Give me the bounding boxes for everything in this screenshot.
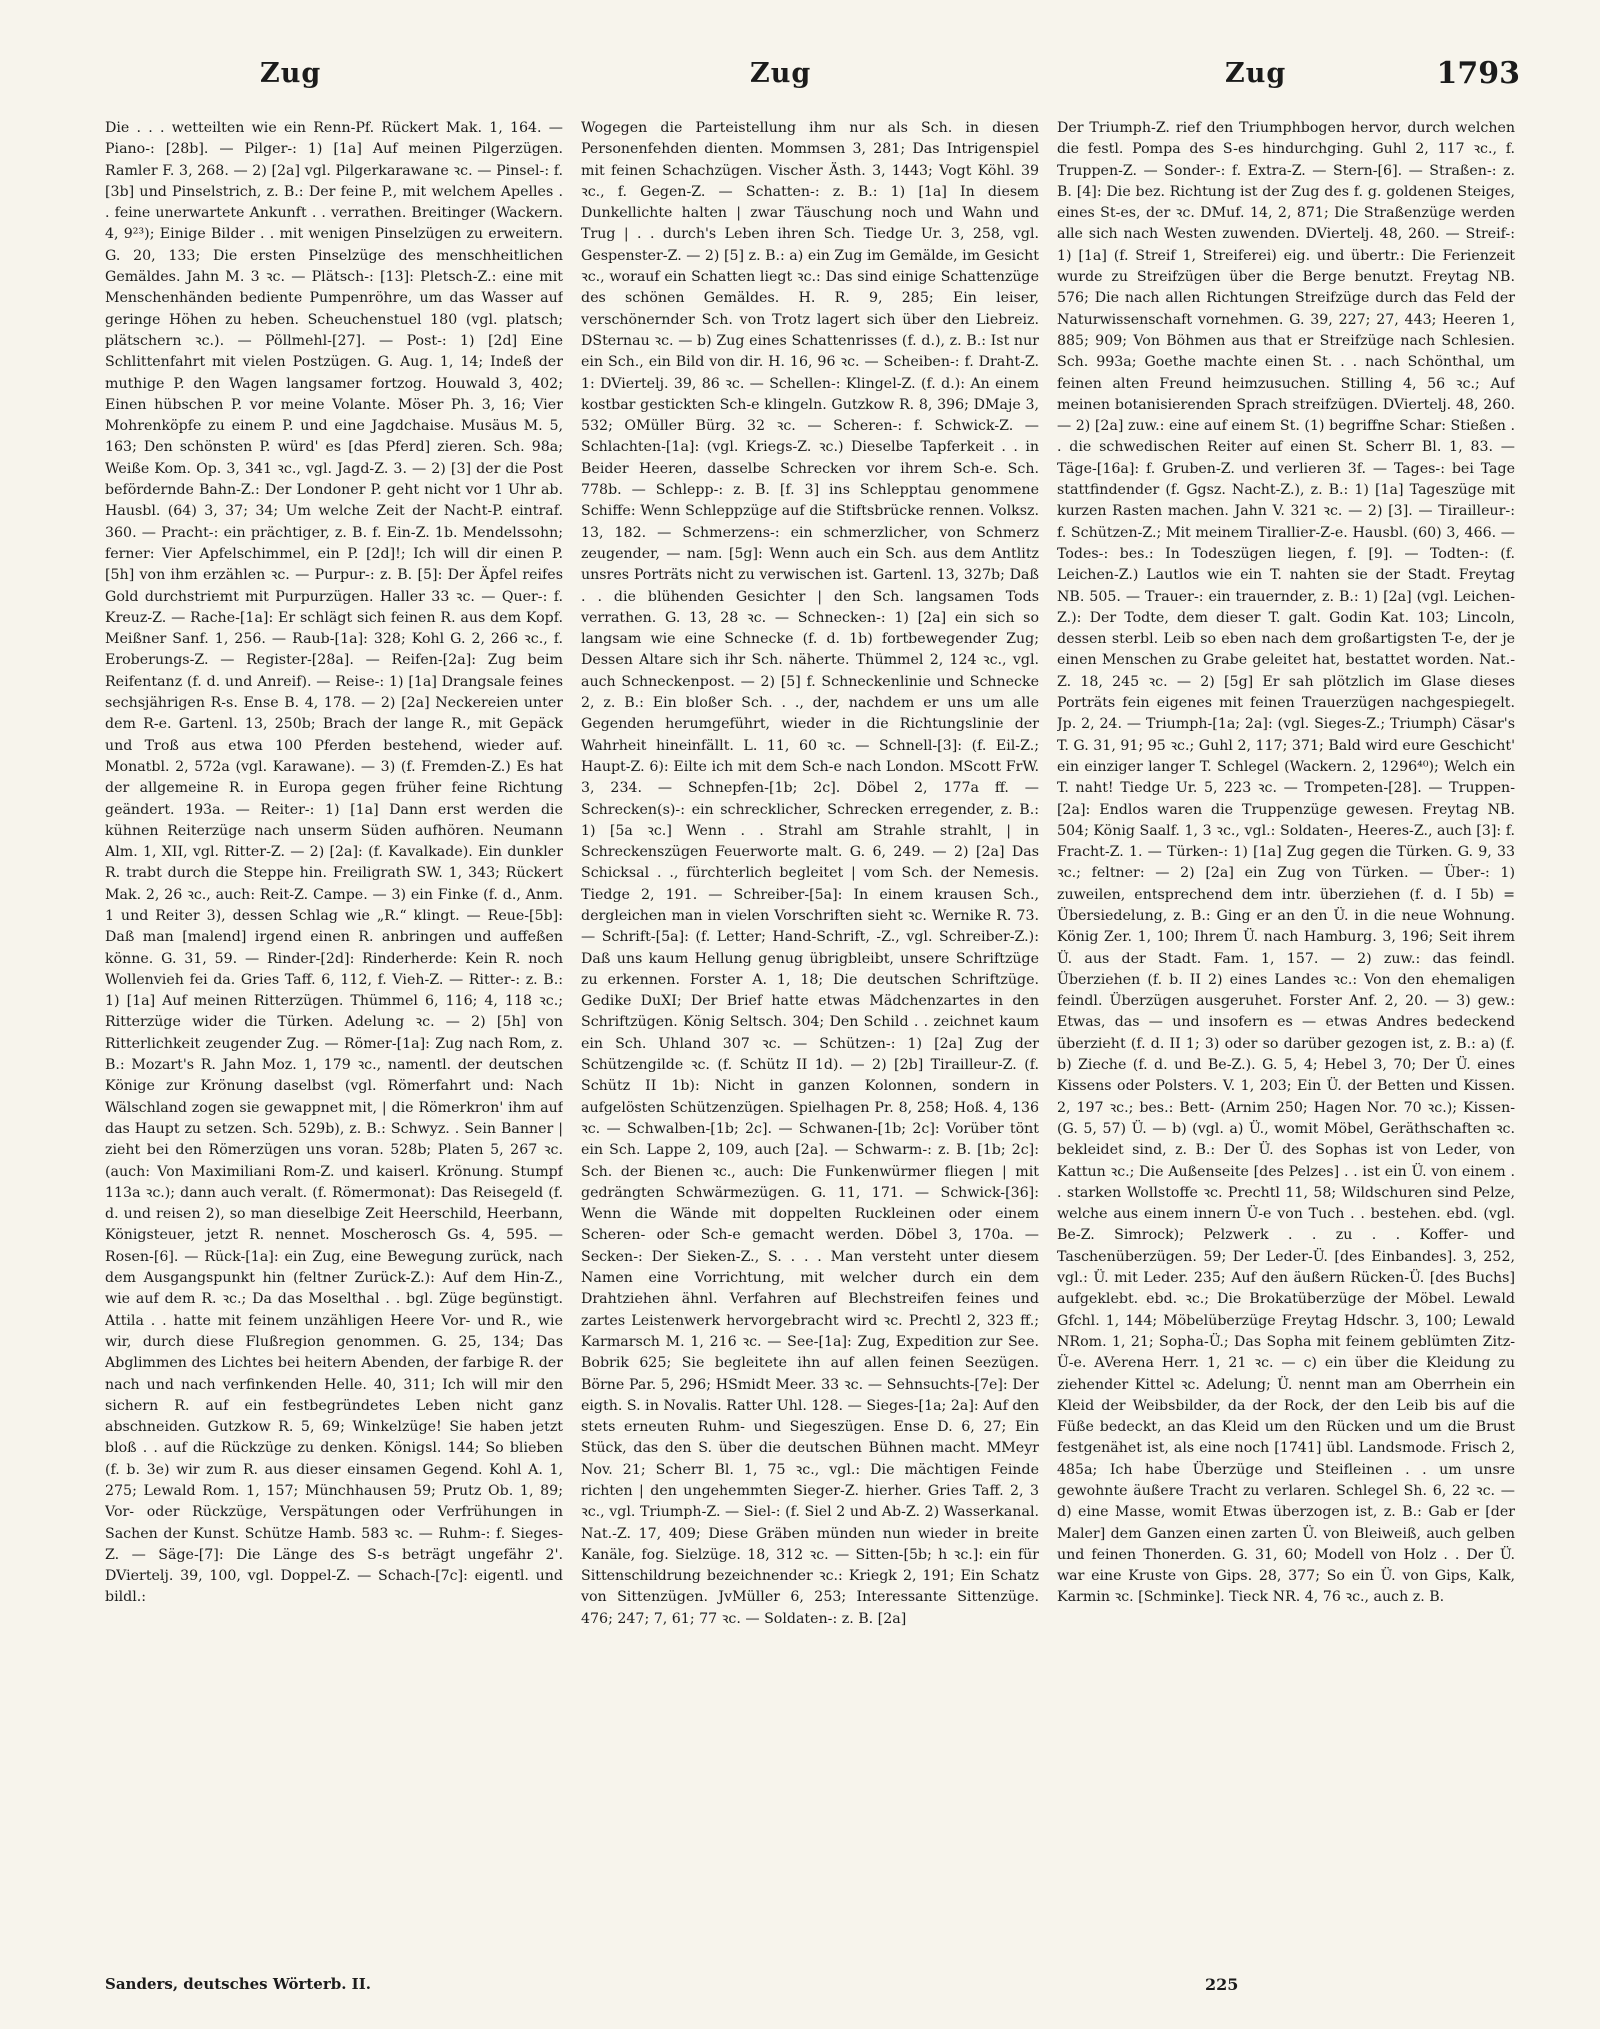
column-right-text: Der Triumph-Z. rief den Triumphbogen hervor, durch welchen die festl. Pompa des S-es hindurchging. Guhl 2, 117 ꝛc., f. Truppen-Z. — Sonder-: f. Extra-Z. — Stern-[6]. — Straßen-: z. B. [4]: Die bez. Richtung ist der Zug des f. g. goldenen Steiges, eines St-es, der ꝛc. DMuf. 14, 2, 871; Die Straßenzüge werden alle sich nach Westen zuwenden. DViertelj. 48, 260. — Streif-: 1) [1a] (f. Streif 1, Streiferei) eig. und übertr.: Die Ferienzeit wurde zu Streifzügen über die Berge benutzt. Freytag NB. 576; Die nach allen Richtungen Streifzüge durch das Feld der Naturwissenschaft vornehmen. G. 39, 227; 27, 443; Heeren 1, 885; 909; Von Böhmen aus that er Streifzüge nach Schlesien. Sch. 993a; Goethe machte einen St. . . nach Schönthal, um feinen alten Freund heimzusuchen. Stilling 4, 56 ꝛc.; Auf meinen botanisierenden Sprach streifzügen. DViertelj. 48, 260. — 2) [2a] zuw.: eine auf einem St. (1) begriffne Schar: Stießen . . die schwedischen Reiter auf einen St. Scherr Bl. 1, 83. — Täge-[16a]: f. Gruben-Z. und verlieren 3f. — Tages-: bei Tage stattfindender (f. Ggsz. Nacht-Z.), z. B.: 1) [1a] Tageszüge mit kurzen Rasten machen. Jahn V. 321 ꝛc. — 2) [3]. — Tirailleur-: f. Schützen-Z.; Mit meinem Tirallier-Z-e. Hausbl. (60) 3, 466. — Todes-: bes.: In Todeszügen liegen, f. [9]. — Todten-: (f. Leichen-Z.) Lautlos wie ein T. nahten sie der Stadt. Freytag NB. 505. — Trauer-: ein trauernder, z. B.: 1) [2a] (vgl. Leichen-Z.): Der Todte, dem dieser T. galt. Godin Kat. 103; Lincoln, dessen sterbl. Leib so eben nach dem großartigsten T-e, der je einen Menschen zu Grabe geleitet hat, bestattet worden. Nat.-Z. 18, 245 ꝛc. — 2) [5g] Er sah plötzlich im Glase dieses Porträts fein eigenes mit feinen Trauerzügen nachgespiegelt. Jp. 2, 24. — Triumph-[1a; 2a]: (vgl. Sieges-Z.; Triumph) Cäsar's T. G. 31, 91; 95 ꝛc.; Guhl 2, 117; 371; Bald wird eure Geschicht' ein einziger langer T. Schlegel (Wackern. 2, 1296⁴⁰); Welch ein T. naht! Tiedge Ur. 5, 223 ꝛc. — Trompeten-[28]. — Truppen-[2a]: Endlos waren die Truppenzüge gewesen. Freytag NB. 504; König Saalf. 1, 3 ꝛc., vgl.: Soldaten-, Heeres-Z., auch [3]: f. Fracht-Z. 1. — Türken-: 1) [1a] Zug gegen die Türken. G. 9, 33 ꝛc.; feltner: — 2) [2a] ein Zug von Türken. — Über-: 1) zuweilen, entsprechend dem intr. überziehen (f. d. I 5b) = Übersiedelung, z. B.: Ging er an den Ü. in die neue Wohnung. König Zer. 1, 100; Ihrem Ü. nach Hamburg. 3, 196; Seit ihrem Ü. aus der Stadt. Fam. 1, 157. — 2) zuw.: das feindl. Überziehen (f. b. II 2) eines Landes ꝛc.: Von den ehemaligen feindl. Überzügen ausgeruhet. Forster Anf. 2, 20. — 3) gew.: Etwas, das — und insofern es — etwas Andres bedeckend überzieht (f. d. II 1; 3) oder so darüber gezogen ist, z. B.: a) (f. b) Zieche (f. d. und Be-Z.). G. 5, 4; Hebel 3, 70; Der Ü. eines Kissens oder Polsters. V. 1, 203; Ein Ü. der Betten und Kissen. 2, 197 ꝛc.; bes.: Bett- (Arnim 250; Hagen Nor. 70 ꝛc.); Kissen- (G. 5, 57) Ü. — b) (vgl. a) Ü., womit Möbel, Geräthschaften ꝛc. bekleidet sind, z. B.: Der Ü. des Sophas ist von Leder, von Kattun ꝛc.; Die Außenseite [des Pelzes] . . ist ein Ü. von einem . . starken Wollstoffe ꝛc. Prechtl 11, 58; Wildschuren sind Pelze, welche aus einem innern Ü-e von Tuch . . bestehen. ebd. (vgl. Be-Z. Simrock); Pelzwerk . . zu . . Koffer- und Taschenüberzügen. 59; Der Leder-Ü. [des Einbandes]. 3, 252, vgl.: Ü. mit Leder. 235; Auf den äußern Rücken-Ü. [des Buchs] aufgeklebt. ebd. ꝛc.; Die Brokatüberzüge der Möbel. Lewald Gfchl. 1, 144; Möbelüberzüge Freytag Hdschr. 3, 100; Lewald NRom. 1, 21; Sopha-Ü.; Das Sopha mit feinem geblümten Zitz-Ü-e. AVerena Herr. 1, 21 ꝛc. — c) ein über die Kleidung zu ziehender Kittel ꝛc. Adelung; Ü. nennt man am Oberrhein ein Kleid der Weibsbilder, da der Rock, der den Leib bis auf die Füße bedeckt, an das Kleid um den Rücken und um die Brust festgenähet ist, als eine noch [1741] übl. Landsmode. Frisch 2, 485a; Ich habe Überzüge und Steifleinen . . um unsre gewohnte äußere Tracht zu verlaren. Schlegel Sh. 6, 22 ꝛc. — d) eine Masse, womit Etwas überzogen ist, z. B.: Gab er [der Maler] dem Ganzen einen zarten Ü. von Bleiweiß, auch gelben und feinen Thonerden. G. 31, 60; Modell von Holz . . Der Ü. war eine Kruste von Gips. 28, 377; So ein Ü. von Gips, Kalk, Karmin ꝛc. [Schminke]. Tieck NR. 4, 76 ꝛc., auch z. B.	[1057, 120, 1515, 1606]
sheet-signature: 225	[1205, 1975, 1239, 1994]
column-left-text: Die . . . wetteilten wie ein Renn-Pf. Rückert Mak. 1, 164. — Piano-: [28b]. — Pilger-: 1) [1a] Auf meinen Pilgerzügen. Ramler F. 3, 268. — 2) [2a] vgl. Pilgerkarawane ꝛc. — Pinsel-: f. [3b] und Pinselstrich, z. B.: Der feine P., mit welchem Apelles . . feine unerwartete Ankunft . . verrathen. Breitinger (Wackern. 4, 9²³); Einige Bilder . . mit wenigen Pinselzügen zu erweitern. G. 20, 133; Die ersten Pinselzüge des menschheitlichen Gemäldes. Jahn M. 3 ꝛc. — Plätsch-: [13]: Pletsch-Z.: eine mit Menschenhänden bediente Pumpenröhre, um das Wasser auf geringe Höhen zu heben. Scheuchenstuel 180 (vgl. platsch; plätschern ꝛc.). — Pöllmehl-[27]. — Post-: 1) [2d] Eine Schlittenfahrt mit vielen Postzügen. G. Aug. 1, 14; Indeß der muthige P. den Wagen langsamer fortzog. Houwald 3, 402; Einen hübschen P. vor meine Volante. Möser Ph. 3, 16; Vier Mohrenköpfe zu einem P. und eine Jagdchaise. Musäus M. 5, 163; Den schönsten P. würd' es [das Pferd] zieren. Sch. 98a; Weiße Kom. Op. 3, 341 ꝛc., vgl. Jagd-Z. 3. — 2) [3] der die Post befördernde Bahn-Z.: Der Londoner P. geht nicht vor 1 Uhr ab. Hausbl. (64) 3, 37; 34; Um welche Zeit der Nacht-P. eintraf. 360. — Pracht-: ein prächtiger, z. B. f. Ein-Z. 1b. Mendelssohn; ferner: Vier Apfelschimmel, ein P. [2d]!; Ich will dir einen P. [5h] von ihm erzählen ꝛc. — Purpur-: z. B. [5]: Der Äpfel reifes Gold durchstriemt mit Purpurzügen. Haller 33 ꝛc. — Quer-: f. Kreuz-Z. — Rache-[1a]: Er schlägt sich feinen R. aus dem Kopf. Meißner Sanf. 1, 256. — Raub-[1a]: 328; Kohl G. 2, 266 ꝛc., f. Eroberungs-Z. — Register-[28a]. — Reifen-[2a]: Zug beim Reifentanz (f. d. und Anreif). — Reise-: 1) [1a] Drangsale feines sechsjährigen R-s. Ense B. 4, 178. — 2) [2a] Neckereien unter dem R-e. Gartenl. 13, 250b; Brach der lange R., mit Gepäck und Troß aus etwa 100 Pferden bestehend, wieder auf. Monatbl. 2, 572a (vgl. Karawane). — 3) (f. Fremden-Z.) Es hat der allgemeine R. in Europa gegen früher feine Richtung geändert. 193a. — Reiter-: 1) [1a] Dann erst werden die kühnen Reiterzüge nach unserm Süden aufhören. Neumann Alm. 1, XII, vgl. Ritter-Z. — 2) [2a]: (f. Kavalkade). Ein dunkler R. trabt durch die Steppe hin. Freiligrath SW. 1, 343; Rückert Mak. 2, 26 ꝛc., auch: Reit-Z. Campe. — 3) ein Finke (f. d., Anm. 1 und Reiter 3), dessen Schlag wie „R.“ klingt. — Reue-[5b]: Daß man [malend] irgend einen R. anbringen und auffeßen könne. G. 31, 59. — Rinder-[2d]: Rinderherde: Kein R. noch Wollenvieh fei da. Gries Taff. 6, 112, f. Vieh-Z. — Ritter-: z. B.: 1) [1a] Auf meinen Ritterzügen. Thümmel 6, 116; 4, 118 ꝛc.; Ritterzüge wider die Türken. Adelung ꝛc. — 2) [5h] von Ritterlichkeit zeugender Zug. — Römer-[1a]: Zug nach Rom, z. B.: Mozart's R. Jahn Moz. 1, 179 ꝛc., namentl. der deutschen Könige zur Krönung daselbst (vgl. Römerfahrt und: Nach Wälschland zogen sie gewappnet mit, | die Römerkron' ihm auf das Haupt zu setzen. Sch. 529b), z. B.: Schwyz. . Sein Banner | zieht bei den Römerzügen uns voran. 528b; Platen 5, 267 ꝛc. (auch: Von Maximiliani Rom-Z. und kaiserl. Krönung. Stumpf 113a ꝛc.); dann auch veralt. (f. Römermonat): Das Reisegeld (f. d. und reisen 2), so man dieselbige Zeit Heerschild, Heerbann, Königsteuer, jetzt R. nennet. Moscherosch Gs. 4, 595. — Rosen-[6]. — Rück-[1a]: ein Zug, eine Bewegung zurück, nach dem Ausgangspunkt hin (feltner Zurück-Z.): Auf dem Hin-Z., wie auf dem R. ꝛc.; Da das Moselthal . . bgl. Züge begünstigt. Attila . . hatte mit feinem unzähligen Heere Vor- und R., wie wir, durch diese Flußregion genommen. G. 25, 134; Das Abglimmen des Lichtes bei heitern Abenden, der farbige R. der nach und nach verfinkenden Helle. 40, 311; Ich will mir den sichern R. auf ein festbegründetes Leben nicht ganz abschneiden. Gutzkow R. 5, 69; Winkelzüge! Sie haben jetzt bloß . . auf die Rückzüge zu denken. Königsl. 144; So blieben (f. b. 3e) wir zum R. aus dieser einsamen Gegend. Kohl A. 1, 275; Lewald Rom. 1, 157; Münchhausen 59; Prutz Ob. 1, 89; Vor- oder Rückzüge, Verspätungen oder Verfrühungen in Sachen der Kunst. Schütze Hamb. 583 ꝛc. — Ruhm-: f. Sieges-Z. — Säge-[7]: Die Länge des S-s beträgt ungefähr 2'. DViertelj. 39, 100, vgl. Doppel-Z. — Schach-[7c]: eigentl. und bildl.:	[105, 120, 563, 1606]
footer-source: Sanders, deutsches Wörterb. II.	[105, 1975, 371, 1993]
running-head-left: Zug	[260, 58, 322, 89]
page-footer	[105, 1975, 1520, 2005]
text-columns	[105, 118, 1515, 1958]
page-number: 1793	[1436, 56, 1520, 91]
column-left	[105, 118, 563, 1958]
page-header	[105, 48, 1520, 108]
column-middle	[581, 118, 1039, 1958]
column-right	[1057, 118, 1515, 1958]
column-middle-text: Wogegen die Parteistellung ihm nur als Sch. in diesen Personenfehden dienten. Mommsen 3, 281; Das Intrigenspiel mit feinen Schachzügen. Vischer Ästh. 3, 1443; Vogt Köhl. 39 ꝛc., f. Gegen-Z. — Schatten-: z. B.: 1) [1a] In diesem Dunkellichte halten | zwar Täuschung noch und Wahn und Trug | . . durch's Leben ihren Sch. Tiedge Ur. 3, 258, vgl. Gespenster-Z. — 2) [5] z. B.: a) ein Zug im Gemälde, im Gesicht ꝛc., worauf ein Schatten liegt ꝛc.: Das sind einige Schattenzüge des schönen Gemäldes. H. R. 9, 285; Ein leiser, verschönernder Sch. von Trotz lagert sich über den Liebreiz. DSternau ꝛc. — b) Zug eines Schattenrisses (f. d.), z. B.: Ist nur ein Sch., ein Bild von dir. H. 16, 96 ꝛc. — Scheiben-: f. Draht-Z. 1: DViertelj. 39, 86 ꝛc. — Schellen-: Klingel-Z. (f. d.): An einem kostbar gestickten Sch-e klingeln. Gutzkow R. 8, 396; DMaje 3, 532; OMüller Bürg. 32 ꝛc. — Scheren-: f. Schwick-Z. — Schlachten-[1a]: (vgl. Kriegs-Z. ꝛc.) Dieselbe Tapferkeit . . in Beider Heeren, dasselbe Schrecken vor ihrem Sch-e. Sch. 778b. — Schlepp-: z. B. [f. 3] ins Schlepptau genommene Schiffe: Wenn Schleppzüge auf die Stiftsbrücke rennen. Volksz. 13, 182. — Schmerzens-: ein schmerzlicher, von Schmerz zeugender, — nam. [5g]: Wenn auch ein Sch. aus dem Antlitz unsres Porträts nicht zu verwischen ist. Gartenl. 13, 327b; Daß . . die blühenden Gesichter | den Sch. langsamen Tods verrathen. G. 13, 28 ꝛc. — Schnecken-: 1) [2a] ein sich so langsam wie eine Schnecke (f. d. 1b) fortbewegender Zug; Dessen Altare sich ihr Sch. näherte. Thümmel 2, 124 ꝛc., vgl. auch Schneckenpost. — 2) [5] f. Schneckenlinie und Schnecke 2, z. B.: Ein bloßer Sch. . ., der, nachdem er uns um alle Gegenden herumgeführt, wieder in die Richtungslinie der Wahrheit hineinfällt. L. 11, 60 ꝛc. — Schnell-[3]: (f. Eil-Z.; Haupt-Z. 6): Eilte ich mit dem Sch-e nach London. MScott FrW. 3, 234. — Schnepfen-[1b; 2c]. Döbel 2, 177a ff. — Schrecken(s)-: ein schrecklicher, Schrecken erregender, z. B.: 1) [5a ꝛc.] Wenn . . Strahl am Strahle strahlt, | in Schreckenszügen Feuerworte malt. G. 6, 249. — 2) [2a] Das Schicksal . ., fürchterlich begleitet | vom Sch. der Nemesis. Tiedge 2, 191. — Schreiber-[5a]: In einem krausen Sch., dergleichen man in vielen Vorschriften sieht ꝛc. Wernike R. 73. — Schrift-[5a]: (f. Letter; Hand-Schrift, -Z., vgl. Schreiber-Z.): Daß uns kaum Hellung genug übrigbleibt, unsere Schriftzüge zu erkennen. Forster A. 1, 18; Die deutschen Schriftzüge. Gedike DuXI; Der Brief hatte etwas Mädchenzartes in den Schriftzügen. König Seltsch. 304; Den Schild . . zeichnet kaum ein Sch. Uhland 307 ꝛc. — Schützen-: 1) [2a] Zug der Schützengilde ꝛc. (f. Schütz II 1d). — 2) [2b] Tirailleur-Z. (f. Schütz II 1b): Nicht in ganzen Kolonnen, sondern in aufgelösten Schützenzügen. Spielhagen Pr. 8, 258; Hoß. 4, 136 ꝛc. — Schwalben-[1b; 2c]. — Schwanen-[1b; 2c]: Vorüber tönt ein Sch. Lappe 2, 109, auch [2a]. — Schwarm-: z. B. [1b; 2c]: Sch. der Bienen ꝛc., auch: Die Funkenwürmer fliegen | mit gedrängten Schwärmezügen. G. 11, 171. — Schwick-[36]: Wenn die Wände mit doppelten Ruckleinen oder einem Scheren- oder Sch-e gemacht werden. Döbel 3, 170a. — Secken-: Der Sieken-Z., S. . . . Man versteht unter diesem Namen eine Vorrichtung, mit welcher durch ein dem Drahtziehen ähnl. Verfahren auf Blechstreifen feines und zartes Leistenwerk hervorgebracht wird ꝛc. Prechtl 2, 323 ff.; Karmarsch M. 1, 216 ꝛc. — See-[1a]: Zug, Expedition zur See. Bobrik 625; Sie begleitete ihn auf allen feinen Seezügen. Börne Par. 5, 296; HSmidt Meer. 33 ꝛc. — Sehnsuchts-[7e]: Der eigth. S. in Novalis. Ratter Uhl. 128. — Sieges-[1a; 2a]: Auf den stets erneuten Ruhm- und Siegeszügen. Ense D. 6, 27; Ein Stück, das den S. über die deutschen Bühnen macht. MMeyr Nov. 21; Scherr Bl. 1, 75 ꝛc., vgl.: Die mächtigen Feinde richten | den ungehemmten Sieger-Z. hierher. Gries Taff. 2, 3 ꝛc., vgl. Triumph-Z. — Siel-: (f. Siel 2 und Ab-Z. 2) Wasserkanal. Nat.-Z. 17, 409; Diese Gräben münden nun wieder in breite Kanäle, fog. Sielzüge. 18, 312 ꝛc. — Sitten-[5b; h ꝛc.]: ein für Sittenschildrung bezeichnender ꝛc.: Kriegk 2, 191; Ein Schatz von Sittenzügen. JvMüller 6, 253; Interessante Sittenzüge. 476; 247; 7, 61; 77 ꝛc. — Soldaten-: z. B. [2a]	[581, 120, 1039, 1627]
running-head-right: Zug	[1225, 58, 1287, 89]
running-head-center: Zug	[750, 58, 812, 89]
